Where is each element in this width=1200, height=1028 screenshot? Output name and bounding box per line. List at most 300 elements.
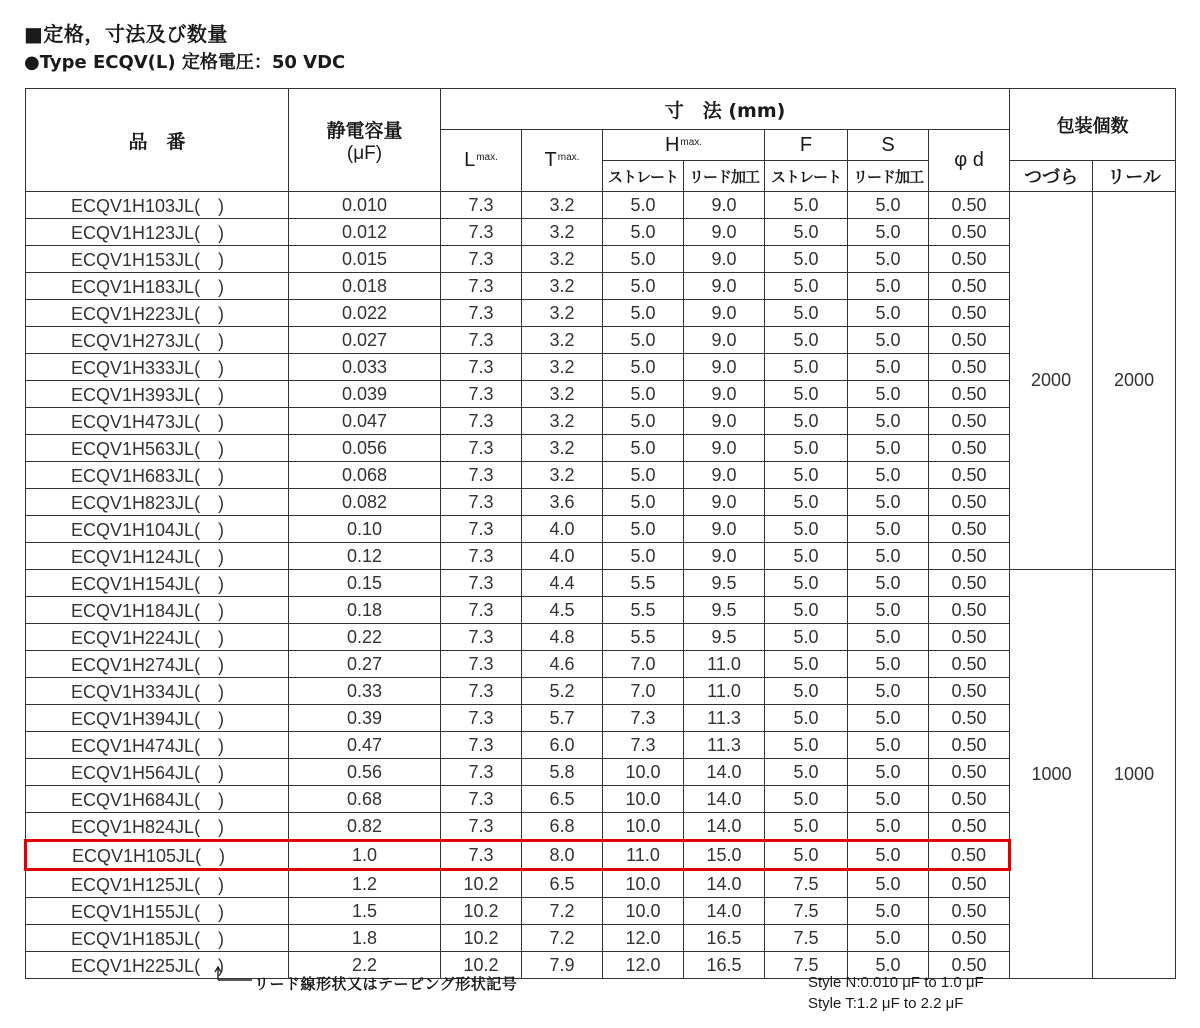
capacitance-cell: 0.015 [289,246,441,273]
S-cell: 5.0 [848,678,929,705]
table-row [26,898,1176,925]
T-cell: 4.0 [522,516,603,543]
F-cell: 5.0 [765,381,848,408]
H-lead-cell: 14.0 [684,786,765,813]
part-number-cell: ECQV1H393JL( ) [26,381,289,408]
phi-d-cell: 0.50 [929,925,1010,952]
L-cell: 7.3 [441,219,522,246]
S-header: S [848,130,929,161]
H-lead-cell: 9.0 [684,354,765,381]
section-heading: ■定格，寸法及び数量 [24,22,228,46]
L-cell: 7.3 [441,678,522,705]
H-lead-cell: 15.0 [684,841,765,870]
F-cell: 5.0 [765,408,848,435]
style-t-note: Style T:1.2 μF to 2.2 μF [808,995,964,1012]
S-cell: 5.0 [848,408,929,435]
part-number-header: 品 番 [26,89,289,192]
H-straight-cell: 5.0 [603,192,684,219]
capacitance-cell: 0.10 [289,516,441,543]
H-straight-cell: 5.0 [603,435,684,462]
S-cell: 5.0 [848,898,929,925]
phi-d-cell: 0.50 [929,570,1010,597]
part-number-cell: ECQV1H183JL( ) [26,273,289,300]
table-row [26,651,1176,678]
L-cell: 7.3 [441,273,522,300]
capacitance-cell: 0.022 [289,300,441,327]
H-lead-cell: 14.0 [684,813,765,841]
L-cell: 7.3 [441,381,522,408]
part-number-cell: ECQV1H185JL( ) [26,925,289,952]
table-row [26,624,1176,651]
part-number-cell: ECQV1H184JL( ) [26,597,289,624]
L-cell: 7.3 [441,408,522,435]
phi-d-cell: 0.50 [929,841,1010,870]
H-straight-cell: 5.0 [603,462,684,489]
F-cell: 7.5 [765,925,848,952]
F-cell: 5.0 [765,705,848,732]
footnote: リード線形状又はテーピング形状記号 [254,975,518,993]
L-cell: 10.2 [441,898,522,925]
ammo-qty-cell: 2000 [1010,192,1093,570]
part-number-cell: ECQV1H563JL( ) [26,435,289,462]
capacitance-cell: 2.2 [289,952,441,979]
L-cell: 7.3 [441,813,522,841]
part-number-cell: ECQV1H104JL( ) [26,516,289,543]
H-straight-cell: 10.0 [603,870,684,898]
capacitance-cell: 1.2 [289,870,441,898]
phi-d-header: φ d [929,130,1010,192]
F-cell: 5.0 [765,651,848,678]
capacitance-unit: (μF) [346,142,383,164]
phi-d-cell: 0.50 [929,435,1010,462]
H-straight-cell: 5.0 [603,219,684,246]
H-lead-cell: 16.5 [684,925,765,952]
part-number-cell: ECQV1H154JL( ) [26,570,289,597]
L-cell: 7.3 [441,435,522,462]
capacitance-cell: 0.010 [289,192,441,219]
T-cell: 7.9 [522,952,603,979]
part-number-cell: ECQV1H333JL( ) [26,354,289,381]
table-row [26,813,1176,841]
H-straight-cell: 5.0 [603,381,684,408]
capacitance-header-label: 静電容量 [326,119,403,142]
table-body [26,192,1176,979]
table-row [26,925,1176,952]
H-straight-cell: 7.3 [603,705,684,732]
T-cell: 4.4 [522,570,603,597]
capacitance-cell: 0.082 [289,489,441,516]
table-row [26,273,1176,300]
rating-table [24,88,1176,979]
T-cell: 3.2 [522,435,603,462]
L-cell: 10.2 [441,870,522,898]
T-cell: 5.8 [522,759,603,786]
capacitance-cell: 0.033 [289,354,441,381]
capacitance-cell: 0.82 [289,813,441,841]
H-straight-cell: 10.0 [603,898,684,925]
table-row [26,327,1176,354]
L-cell: 7.3 [441,192,522,219]
H-straight-cell: 5.0 [603,327,684,354]
L-max-header [441,130,522,192]
H-lead-cell: 14.0 [684,870,765,898]
phi-d-cell: 0.50 [929,678,1010,705]
H-straight-cell: 5.0 [603,516,684,543]
H-straight-header: ストレート [603,161,684,192]
part-number-cell: ECQV1H105JL( ) [26,841,289,870]
T-max-header [522,130,603,192]
F-cell: 7.5 [765,952,848,979]
S-cell: 5.0 [848,516,929,543]
dimensions-header: 寸 法 (mm) [441,89,1010,130]
capacitance-cell: 0.039 [289,381,441,408]
H-lead-cell: 9.0 [684,462,765,489]
T-cell: 6.5 [522,786,603,813]
L-cell: 7.3 [441,246,522,273]
S-cell: 5.0 [848,952,929,979]
part-number-cell: ECQV1H223JL( ) [26,300,289,327]
phi-d-cell: 0.50 [929,898,1010,925]
F-cell: 7.5 [765,898,848,925]
H-straight-cell: 5.0 [603,543,684,570]
capacitance-cell: 0.056 [289,435,441,462]
T-cell: 4.5 [522,597,603,624]
F-cell: 5.0 [765,327,848,354]
S-cell: 5.0 [848,462,929,489]
S-cell: 5.0 [848,870,929,898]
part-number-cell: ECQV1H103JL( ) [26,192,289,219]
T-cell: 4.0 [522,543,603,570]
T-cell: 8.0 [522,841,603,870]
L-cell: 7.3 [441,327,522,354]
L-cell: 7.3 [441,543,522,570]
capacitance-cell: 1.5 [289,898,441,925]
T-cell: 6.5 [522,870,603,898]
part-number-cell: ECQV1H684JL( ) [26,786,289,813]
L-cell: 7.3 [441,570,522,597]
phi-d-cell: 0.50 [929,489,1010,516]
T-cell: 3.2 [522,300,603,327]
H-lead-cell: 9.0 [684,273,765,300]
S-cell: 5.0 [848,705,929,732]
ammo-qty-cell: 1000 [1010,570,1093,979]
F-cell: 5.0 [765,354,848,381]
table-row [26,597,1176,624]
H-lead-cell: 14.0 [684,898,765,925]
part-number-cell: ECQV1H273JL( ) [26,327,289,354]
T-label: T [544,149,557,171]
S-cell: 5.0 [848,841,929,870]
H-lead-cell: 9.0 [684,219,765,246]
part-number-cell: ECQV1H474JL( ) [26,732,289,759]
T-cell: 3.2 [522,246,603,273]
table-row [26,759,1176,786]
F-cell: 5.0 [765,246,848,273]
F-cell: 5.0 [765,516,848,543]
table-row [26,435,1176,462]
table-row [26,408,1176,435]
H-straight-cell: 5.5 [603,570,684,597]
part-number-cell: ECQV1H155JL( ) [26,898,289,925]
F-cell: 5.0 [765,219,848,246]
L-max-sup: max. [476,152,498,163]
part-number-cell: ECQV1H394JL( ) [26,705,289,732]
part-number-cell: ECQV1H473JL( ) [26,408,289,435]
T-cell: 4.6 [522,651,603,678]
phi-d-cell: 0.50 [929,786,1010,813]
table-row [26,300,1176,327]
T-cell: 7.2 [522,925,603,952]
H-straight-cell: 12.0 [603,952,684,979]
S-cell: 5.0 [848,570,929,597]
H-lead-cell: 9.0 [684,300,765,327]
capacitance-cell: 0.027 [289,327,441,354]
H-lead-cell: 9.0 [684,408,765,435]
L-cell: 7.3 [441,300,522,327]
H-lead-cell: 9.5 [684,624,765,651]
capacitance-cell: 0.27 [289,651,441,678]
phi-d-cell: 0.50 [929,597,1010,624]
H-straight-cell: 5.5 [603,597,684,624]
phi-d-cell: 0.50 [929,624,1010,651]
H-straight-cell: 7.0 [603,651,684,678]
H-lead-cell: 9.0 [684,381,765,408]
T-cell: 7.2 [522,898,603,925]
table-row [26,354,1176,381]
packaging-header: 包装個数 [1010,89,1176,161]
part-number-cell: ECQV1H274JL( ) [26,651,289,678]
S-cell: 5.0 [848,327,929,354]
phi-d-cell: 0.50 [929,705,1010,732]
H-lead-cell: 9.5 [684,570,765,597]
reel-qty-cell: 2000 [1093,192,1176,570]
H-max-header [603,130,765,161]
T-cell: 3.2 [522,273,603,300]
L-cell: 10.2 [441,925,522,952]
capacitance-cell: 0.56 [289,759,441,786]
capacitance-header [289,89,441,192]
phi-d-cell: 0.50 [929,759,1010,786]
L-cell: 7.3 [441,705,522,732]
S-cell: 5.0 [848,192,929,219]
table-row [26,516,1176,543]
T-cell: 5.2 [522,678,603,705]
table-row [26,543,1176,570]
H-lead-cell: 11.0 [684,651,765,678]
capacitance-cell: 0.68 [289,786,441,813]
S-cell: 5.0 [848,273,929,300]
H-lead-formed-header: リード加工 [684,161,765,192]
T-cell: 3.2 [522,192,603,219]
reel-qty-cell: 1000 [1093,570,1176,979]
H-lead-cell: 9.0 [684,192,765,219]
F-cell: 5.0 [765,813,848,841]
L-cell: 7.3 [441,841,522,870]
F-cell: 5.0 [765,462,848,489]
capacitance-cell: 0.18 [289,597,441,624]
H-lead-cell: 9.5 [684,597,765,624]
table-row [26,705,1176,732]
H-straight-cell: 5.0 [603,354,684,381]
S-cell: 5.0 [848,543,929,570]
F-cell: 5.0 [765,597,848,624]
T-max-sup: max. [557,152,580,163]
H-lead-cell: 16.5 [684,952,765,979]
part-number-cell: ECQV1H224JL( ) [26,624,289,651]
H-lead-cell: 9.0 [684,489,765,516]
capacitance-cell: 0.018 [289,273,441,300]
part-number-cell: ECQV1H123JL( ) [26,219,289,246]
L-cell: 7.3 [441,624,522,651]
F-cell: 5.0 [765,570,848,597]
F-cell: 5.0 [765,786,848,813]
table-row [26,870,1176,898]
table-row [26,246,1176,273]
H-label: H [664,133,680,156]
H-straight-cell: 5.0 [603,300,684,327]
F-cell: 7.5 [765,870,848,898]
L-cell: 7.3 [441,516,522,543]
L-cell: 7.3 [441,786,522,813]
H-straight-cell: 5.0 [603,489,684,516]
S-cell: 5.0 [848,624,929,651]
H-lead-cell: 14.0 [684,759,765,786]
table-row [26,489,1176,516]
table-row [26,841,1176,870]
capacitance-cell: 0.33 [289,678,441,705]
H-straight-cell: 7.3 [603,732,684,759]
F-cell: 5.0 [765,678,848,705]
T-cell: 3.2 [522,462,603,489]
H-lead-cell: 9.0 [684,543,765,570]
L-cell: 7.3 [441,759,522,786]
phi-d-cell: 0.50 [929,273,1010,300]
F-cell: 5.0 [765,759,848,786]
S-cell: 5.0 [848,435,929,462]
F-cell: 5.0 [765,192,848,219]
S-cell: 5.0 [848,759,929,786]
L-cell: 7.3 [441,354,522,381]
phi-d-cell: 0.50 [929,300,1010,327]
H-straight-cell: 10.0 [603,786,684,813]
T-cell: 3.2 [522,219,603,246]
F-cell: 5.0 [765,624,848,651]
capacitance-cell: 0.068 [289,462,441,489]
T-cell: 4.8 [522,624,603,651]
H-lead-cell: 11.0 [684,678,765,705]
H-lead-cell: 11.3 [684,705,765,732]
style-n-note: Style N:0.010 μF to 1.0 μF [808,974,984,991]
phi-d-cell: 0.50 [929,327,1010,354]
F-cell: 5.0 [765,435,848,462]
T-cell: 3.2 [522,408,603,435]
H-straight-cell: 11.0 [603,841,684,870]
ammo-header: つづら [1010,161,1093,192]
S-cell: 5.0 [848,786,929,813]
phi-d-cell: 0.50 [929,408,1010,435]
capacitance-cell: 0.47 [289,732,441,759]
reel-header: リール [1093,161,1176,192]
L-cell: 10.2 [441,952,522,979]
F-straight-header: ストレート [765,161,848,192]
part-number-cell: ECQV1H683JL( ) [26,462,289,489]
phi-d-cell: 0.50 [929,516,1010,543]
part-number-cell: ECQV1H824JL( ) [26,813,289,841]
L-cell: 7.3 [441,732,522,759]
H-lead-cell: 9.0 [684,246,765,273]
H-straight-cell: 7.0 [603,678,684,705]
F-cell: 5.0 [765,489,848,516]
T-cell: 3.2 [522,381,603,408]
S-cell: 5.0 [848,489,929,516]
table-row [26,786,1176,813]
part-number-cell: ECQV1H153JL( ) [26,246,289,273]
phi-d-cell: 0.50 [929,192,1010,219]
footnote-arrow-icon [214,966,254,986]
S-cell: 5.0 [848,246,929,273]
L-cell: 7.3 [441,462,522,489]
S-cell: 5.0 [848,651,929,678]
F-cell: 5.0 [765,543,848,570]
H-straight-cell: 12.0 [603,925,684,952]
capacitance-cell: 0.047 [289,408,441,435]
H-straight-cell: 5.0 [603,408,684,435]
F-cell: 5.0 [765,732,848,759]
table-row [26,462,1176,489]
table-row [26,219,1176,246]
phi-d-cell: 0.50 [929,952,1010,979]
table-row [26,678,1176,705]
phi-d-cell: 0.50 [929,462,1010,489]
S-lead-formed-header: リード加工 [848,161,929,192]
table-row [26,952,1176,979]
H-lead-cell: 11.3 [684,732,765,759]
T-cell: 5.7 [522,705,603,732]
F-cell: 5.0 [765,300,848,327]
phi-d-cell: 0.50 [929,651,1010,678]
capacitance-cell: 0.39 [289,705,441,732]
capacitance-cell: 0.22 [289,624,441,651]
F-cell: 5.0 [765,841,848,870]
H-lead-cell: 9.0 [684,435,765,462]
H-straight-cell: 5.0 [603,246,684,273]
S-cell: 5.0 [848,354,929,381]
capacitance-cell: 1.0 [289,841,441,870]
type-subheading: ●Type ECQV(L) 定格電圧：50 VDC [24,52,346,73]
table-row [26,570,1176,597]
T-cell: 3.2 [522,354,603,381]
phi-d-cell: 0.50 [929,543,1010,570]
H-lead-cell: 9.0 [684,327,765,354]
part-number-cell: ECQV1H125JL( ) [26,870,289,898]
L-label: L [464,149,476,171]
phi-d-cell: 0.50 [929,354,1010,381]
phi-d-cell: 0.50 [929,813,1010,841]
F-cell: 5.0 [765,273,848,300]
part-number-cell: ECQV1H823JL( ) [26,489,289,516]
phi-d-cell: 0.50 [929,246,1010,273]
part-number-cell: ECQV1H225JL( ) [26,952,289,979]
part-number-cell: ECQV1H334JL( ) [26,678,289,705]
H-straight-cell: 10.0 [603,759,684,786]
capacitance-cell: 0.15 [289,570,441,597]
table-row [26,381,1176,408]
L-cell: 7.3 [441,651,522,678]
part-number-cell: ECQV1H564JL( ) [26,759,289,786]
phi-d-cell: 0.50 [929,870,1010,898]
T-cell: 3.2 [522,327,603,354]
L-cell: 7.3 [441,489,522,516]
